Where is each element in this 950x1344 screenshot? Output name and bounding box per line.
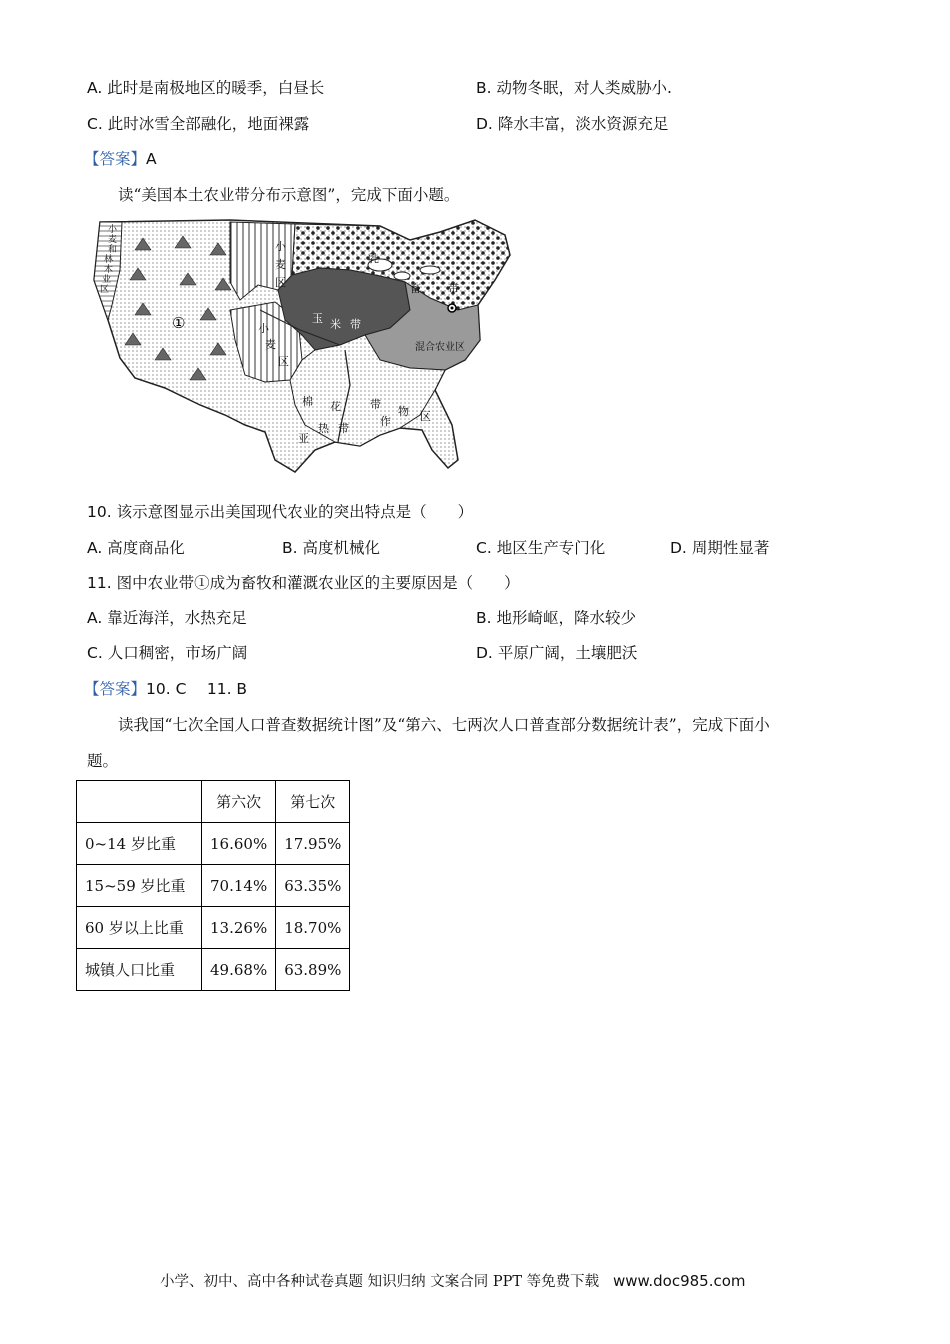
answer-value: 10. C 11. B bbox=[146, 680, 248, 698]
option-text: 高度商品化 bbox=[107, 539, 185, 557]
map-label: 热 bbox=[318, 422, 329, 435]
option-text: 地区生产专门化 bbox=[496, 539, 606, 557]
map-label: 林 bbox=[104, 255, 114, 265]
census-table bbox=[76, 780, 350, 991]
table-header-row bbox=[77, 781, 350, 823]
q11-stem bbox=[87, 571, 520, 593]
q10-option-c bbox=[476, 536, 605, 558]
map-label: 米 bbox=[330, 318, 341, 331]
map-label: 麦 bbox=[265, 338, 276, 351]
intro-text-2-line-2: 题。 bbox=[87, 752, 119, 770]
q11-option-a bbox=[87, 606, 247, 628]
q9-option-c bbox=[87, 112, 309, 134]
table-cell: 70.14% bbox=[202, 865, 276, 907]
option-text: 周期性显著 bbox=[691, 539, 770, 557]
q11-option-c bbox=[87, 641, 247, 663]
option-letter: C. bbox=[476, 539, 492, 557]
capital-marker-dot bbox=[451, 307, 454, 310]
option-letter: B. bbox=[476, 609, 492, 627]
option-text: 人口稠密，市场广阔 bbox=[107, 644, 248, 662]
map-label: 花 bbox=[330, 400, 341, 413]
option-letter: A. bbox=[87, 539, 103, 557]
q9-option-d bbox=[476, 112, 668, 134]
map-label: 带 bbox=[448, 282, 459, 295]
map-label: 麦 bbox=[275, 258, 286, 271]
us-agriculture-map bbox=[80, 210, 520, 478]
map-label: 混合农业区 bbox=[415, 342, 465, 353]
q10-stem bbox=[87, 500, 473, 522]
table-cell: 16.60% bbox=[202, 823, 276, 865]
option-text: 此时冰雪全部融化，地面裸露 bbox=[107, 115, 310, 133]
map-label: 乳 bbox=[368, 252, 379, 265]
table-row bbox=[77, 949, 350, 991]
table-header-cell: 第七次 bbox=[276, 781, 350, 823]
option-text: 平原广阔，土壤肥沃 bbox=[497, 644, 638, 662]
great-lake-c bbox=[420, 266, 440, 274]
question-number: 10. bbox=[87, 503, 112, 521]
option-letter: C. bbox=[87, 115, 103, 133]
question-number: 11. bbox=[87, 574, 112, 592]
map-label: 带 bbox=[338, 422, 349, 435]
table-cell: 17.95% bbox=[276, 823, 350, 865]
table-cell: 63.35% bbox=[276, 865, 350, 907]
map-label: 带 bbox=[370, 398, 381, 411]
table-cell: 18.70% bbox=[276, 907, 350, 949]
option-letter: D. bbox=[476, 115, 493, 133]
answer-tag: 【答案】 bbox=[84, 680, 147, 698]
map-label: 小 bbox=[275, 240, 286, 253]
table-row bbox=[77, 865, 350, 907]
map-label: 作 bbox=[380, 415, 391, 428]
great-lake-b bbox=[394, 272, 410, 280]
table-row bbox=[77, 823, 350, 865]
q11-option-d bbox=[476, 641, 637, 663]
table-cell: 60 岁以上比重 bbox=[77, 907, 202, 949]
footer-text: 小学、初中、高中各种试卷真题 知识归纳 文案合同 PPT 等免费下载 bbox=[160, 1274, 600, 1290]
map-label: 小 bbox=[258, 322, 269, 335]
map-label: 玉 bbox=[312, 312, 323, 325]
option-text: 降水丰富，淡水资源充足 bbox=[497, 115, 669, 133]
region-1-marker: ① bbox=[172, 314, 186, 332]
option-text: 动物冬眠，对人类威胁小. bbox=[496, 79, 672, 97]
map-label: 麦 bbox=[108, 235, 118, 245]
option-text: 高度机械化 bbox=[302, 539, 381, 557]
option-letter: A. bbox=[87, 609, 103, 627]
table-cell: 13.26% bbox=[202, 907, 276, 949]
map-label: 区 bbox=[420, 410, 431, 423]
table-header-cell: 第六次 bbox=[202, 781, 276, 823]
table-row bbox=[77, 907, 350, 949]
table-cell: 15~59 岁比重 bbox=[77, 865, 202, 907]
option-letter: B. bbox=[282, 539, 298, 557]
map-label: 亚 bbox=[298, 432, 309, 445]
map-label: 带 bbox=[350, 318, 361, 331]
question-text: 图中农业带①成为畜牧和灌溉农业区的主要原因是（ ） bbox=[116, 574, 520, 592]
q10-option-a bbox=[87, 536, 185, 558]
table-header-cell bbox=[77, 781, 202, 823]
map-label: 棉 bbox=[302, 395, 313, 408]
q9-option-a bbox=[87, 76, 324, 98]
table-cell: 0~14 岁比重 bbox=[77, 823, 202, 865]
option-letter: D. bbox=[476, 644, 493, 662]
q10-option-b bbox=[282, 536, 380, 558]
option-letter: D. bbox=[670, 539, 687, 557]
page-footer bbox=[160, 1270, 746, 1291]
map-label: 畜 bbox=[410, 282, 421, 295]
map-label: 区 bbox=[278, 355, 289, 368]
answer-value: A bbox=[146, 150, 157, 168]
table-cell: 63.89% bbox=[276, 949, 350, 991]
map-label: 物 bbox=[398, 405, 409, 418]
map-label: 区 bbox=[100, 285, 110, 295]
intro-text-2-line-1: 读我国“七次全国人口普查数据统计图”及“第六、七两次人口普查部分数据统计表”，完成下面小 bbox=[118, 716, 770, 734]
intro-text-1: 读“美国本土农业带分布示意图”，完成下面小题。 bbox=[118, 186, 460, 204]
q10-option-d bbox=[670, 536, 769, 558]
question-text: 该示意图显示出美国现代农业的突出特点是（ ） bbox=[116, 503, 474, 521]
q11-option-b bbox=[476, 606, 636, 628]
answer-line-1 bbox=[84, 147, 157, 169]
option-text: 此时是南极地区的暖季，白昼长 bbox=[107, 79, 325, 97]
map-label: 区 bbox=[275, 276, 286, 289]
option-letter: C. bbox=[87, 644, 103, 662]
option-letter: A. bbox=[87, 79, 103, 97]
answer-line-2 bbox=[84, 677, 247, 699]
q9-option-b bbox=[476, 76, 672, 98]
footer-link[interactable]: www.doc985.com bbox=[612, 1272, 746, 1290]
option-letter: B. bbox=[476, 79, 492, 97]
map-label: 小 bbox=[108, 225, 118, 235]
table-cell: 城镇人口比重 bbox=[77, 949, 202, 991]
map-label: 业 bbox=[102, 275, 112, 285]
map-label: 木 bbox=[104, 265, 114, 275]
option-text: 靠近海洋，水热充足 bbox=[107, 609, 247, 627]
option-text: 地形崎岖，降水较少 bbox=[496, 609, 637, 627]
answer-tag: 【答案】 bbox=[84, 150, 147, 168]
table-cell: 49.68% bbox=[202, 949, 276, 991]
map-label: 和 bbox=[108, 245, 118, 255]
